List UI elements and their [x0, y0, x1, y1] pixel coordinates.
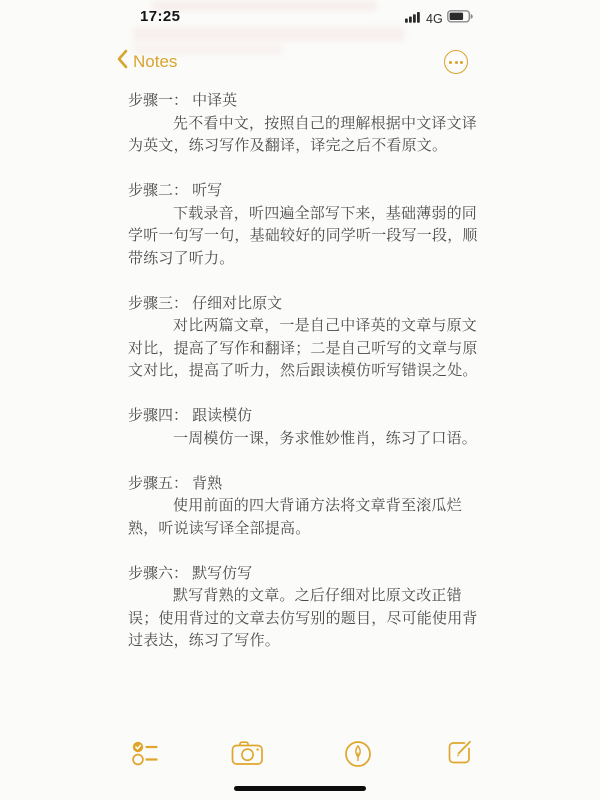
status-time: 17:25: [140, 8, 181, 25]
note-section-body: 一周模仿一课，务求惟妙惟肖，练习了口语。: [173, 429, 478, 447]
note-section-heading: 步骤二： 听写: [128, 182, 223, 199]
note-section-heading: 步骤四： 跟读模仿: [128, 407, 253, 424]
back-button[interactable]: [116, 49, 177, 74]
back-button-label: Notes: [133, 51, 178, 71]
status-right-cluster: [405, 10, 473, 28]
markup-pen-icon: [343, 756, 373, 773]
signal-bars-icon: [405, 10, 422, 28]
chevron-left-icon: [116, 49, 128, 74]
more-options-button[interactable]: [444, 50, 468, 74]
compose-button[interactable]: [445, 738, 475, 773]
ellipsis-dot: [449, 61, 452, 64]
note-section: [128, 405, 478, 450]
note-section: [128, 90, 478, 158]
note-section-body: 使用前面的四大背诵方法将文章背至滚瓜烂熟，听说读写译全部提高。: [128, 497, 462, 537]
note-section-heading: 步骤五： 背熟: [128, 474, 223, 492]
note-section-body: 先不看中文，按照自己的理解根据中文译文译为英文，练习写作及翻译，译完之后不看原文。: [128, 114, 478, 154]
checklist-button[interactable]: [131, 740, 161, 772]
note-section-heading: 步骤一： 中译英: [128, 92, 238, 109]
checklist-icon: [131, 754, 161, 771]
camera-button[interactable]: [231, 740, 264, 772]
note-section: [128, 563, 478, 653]
network-type-label: 4G: [426, 12, 443, 26]
note-section: [128, 180, 478, 270]
note-section-body: 对比两篇文章，一是自己中译英的文章与原文对比，提高了写作和翻译；二是自己听写的文章与原文对比，提高了听力，然后跟读模仿听写错误之处。: [128, 317, 478, 379]
ellipsis-dot: [460, 61, 463, 64]
markup-button[interactable]: [343, 739, 373, 774]
photo-artifact: [152, 1, 377, 11]
home-indicator[interactable]: [234, 786, 366, 791]
note-section: [128, 473, 478, 541]
ellipsis-dot: [455, 61, 458, 64]
note-section-heading: 步骤三： 仔细对比原文: [128, 294, 283, 312]
photo-artifact: [133, 27, 405, 41]
note-section-body: 下载录音，听四遍全部写下来，基础薄弱的同学听一句写一句，基础较好的同学听一段写一段，顺带练习了听力。: [128, 204, 478, 267]
note-section: [128, 293, 478, 383]
note-section-heading: 步骤六： 默写仿写: [128, 564, 253, 582]
note-content-area[interactable]: [128, 90, 478, 675]
camera-icon: [231, 754, 264, 771]
note-section-body: 默写背熟的文章。之后仔细对比原文改正错误；使用背过的文章去仿写别的题目，尽可能使用背过表达，练习了写作。: [128, 587, 478, 649]
compose-icon: [445, 755, 475, 772]
battery-icon: [447, 10, 473, 28]
